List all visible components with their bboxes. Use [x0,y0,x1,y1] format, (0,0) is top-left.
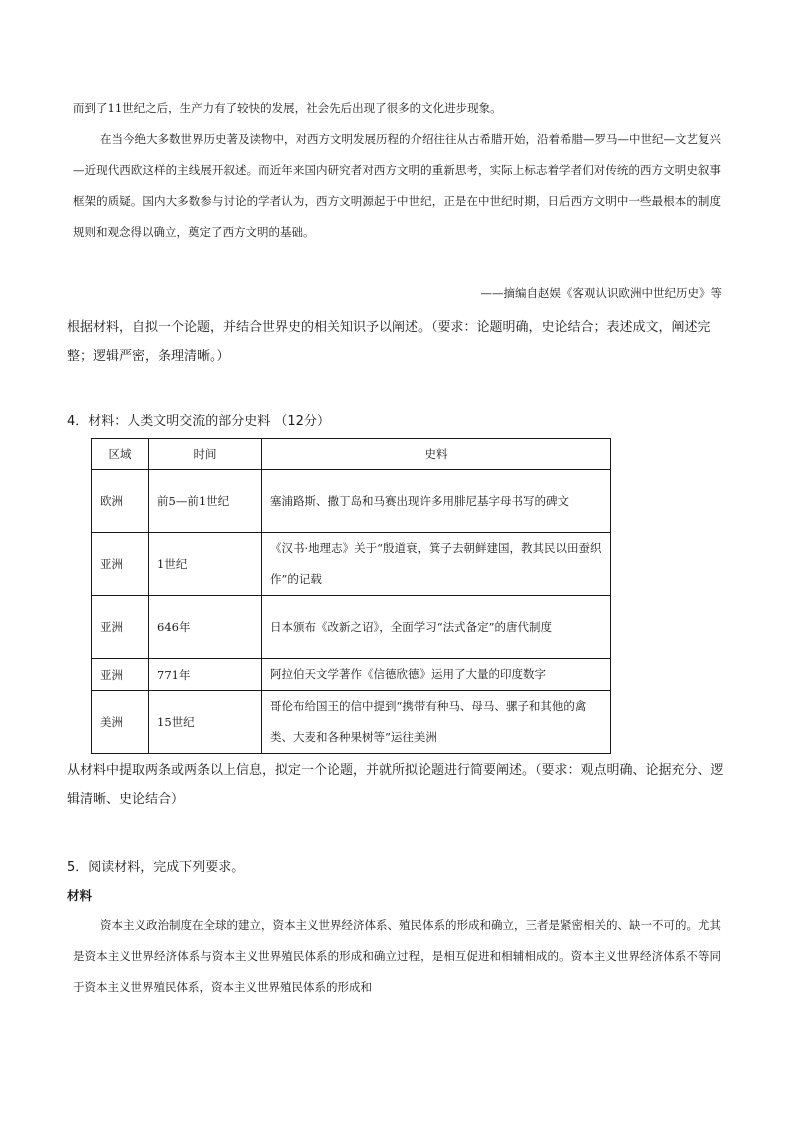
cell-source: 日本颁布《改新之诏》，全面学习“法式备定”的唐代制度 [262,596,611,659]
header-region: 区域 [92,439,149,470]
material-paragraph-2: 在当今绝大多数世界历史著及读物中，对西方文明发展历程的介绍往往从古希腊开始，沿着希腊—罗马—中世纪—文艺复兴—近现代西欧这样的主线展开叙述。而近年来国内研究者对西方文明的重新思考，实际上标志着学者们对传统的西方文明史叙事框架的质疑。国内大多数参与讨论的学者认为，西方文明源起于中世纪，正是在中世纪时期，日后西方文明中一些最根本的制度规则和观念得以确立，奠定了西方文明的基础。 [73,132,721,239]
cell-time: 771年 [149,659,262,691]
cell-source: 《汉书·地理志》关于“殷道衰，箕子去朝鲜建国，教其民以田蚕织作”的记载 [262,533,611,596]
material-label: 材料 [67,888,93,903]
q5-material-paragraph: 资本主义政治制度在全球的建立，资本主义世界经济体系、殖民体系的形成和确立，三者是紧密相关的、缺一不可的。尤其是资本主义世界经济体系与资本主义世界殖民体系的形成和确立过程，是相互促进和相辅相成的。资本主义世界经济体系不等同于资本主义世界殖民体系，资本主义世界殖民体系的形成和 [73,918,721,994]
q3-instruction: 根据材料，自拟一个论题，并结合世界史的相关知识予以阐述。（要求：论题明确，史论结合；表述成文，阐述完整；逻辑严密，条理清晰。） [67,320,711,364]
table-row [92,659,611,691]
cell-source: 塞浦路斯、撒丁岛和马赛出现许多用腓尼基字母书写的碑文 [262,470,611,533]
q5-title: 5．阅读材料，完成下列要求。 [67,860,245,875]
table-row [92,596,611,659]
header-time: 时间 [149,439,262,470]
q4-instruction: 从材料中提取两条或两条以上信息，拟定一个论题，并就所拟论题进行简要阐述。（要求：观点明确、论据充分、逻辑清晰、史论结合） [67,763,724,807]
cell-region: 亚洲 [92,533,149,596]
cell-region: 亚洲 [92,596,149,659]
header-source: 史料 [262,439,611,470]
table-header-row [92,439,611,470]
cell-time: 1世纪 [149,533,262,596]
q4-title: 4．材料：人类文明交流的部分史料 （12分） [67,414,330,429]
material-paragraph-1: 而到了11世纪之后，生产力有了较快的发展，社会先后出现了很多的文化进步现象。 [73,101,502,115]
cell-source: 阿拉伯天文学著作《信德欣德》运用了大量的印度数字 [262,659,611,691]
table-row [92,533,611,596]
cell-region: 欧洲 [92,470,149,533]
table-row [92,470,611,533]
cell-time: 15世纪 [149,691,262,754]
table-row [92,691,611,754]
cell-time: 646年 [149,596,262,659]
cell-source: 哥伦布给国王的信中提到“携带有种马、母马、骡子和其他的禽类、大麦和各种果树等”运往美洲 [262,691,611,754]
cell-region: 美洲 [92,691,149,754]
history-table [91,438,611,754]
cell-region: 亚洲 [92,659,149,691]
cell-time: 前5—前1世纪 [149,470,262,533]
material-attribution: ——摘编自赵娱《客观认识欧洲中世纪历史》等 [480,286,722,300]
